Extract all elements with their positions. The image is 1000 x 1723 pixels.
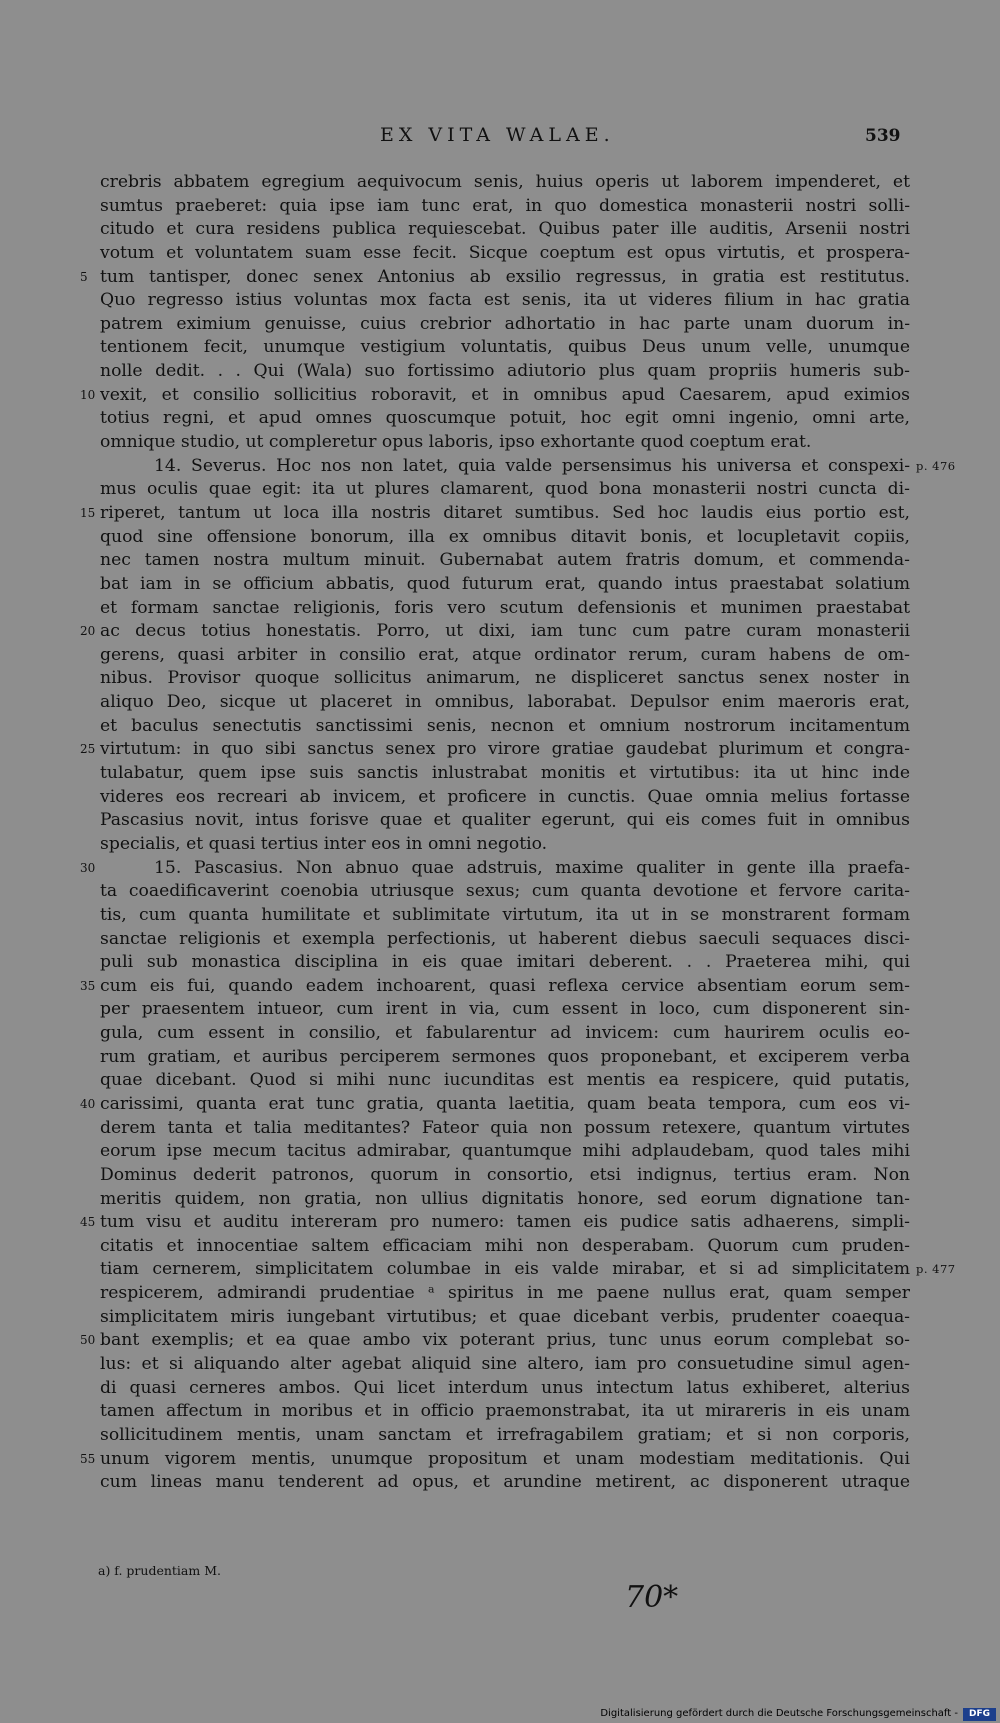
line-text: per praesentem intueor, cum irent in via, cum essent in loco, cum disponerent sin- [100,999,910,1020]
line-text: Quo regresso istius voluntas mox facta est senis, ita ut videres filium in hac gratia [100,290,910,311]
margin-note: p. 477 [916,1262,956,1277]
text-line [0,384,1000,408]
line-text: di quasi cerneres ambos. Qui licet interdum unus intectum latus exhiberet, alterius [100,1377,910,1398]
line-text: specialis, et quasi tertius inter eos in omni negotio. [100,833,548,854]
line-text: tentionem fecit, unumque vestigium voluntatis, quibus Deus unum velle, unumque [100,337,910,358]
text-line [0,549,1000,573]
line-text: bat iam in se officium abbatis, quod futurum erat, quando intus praestabat solatium [100,573,910,594]
footnote: a) f. prudentiam M. [98,1563,221,1578]
text-line [0,360,1000,384]
line-text: votum et voluntatem suam esse fecit. Sicque coeptum est opus virtutis, et prospera- [100,242,910,263]
line-text: crebris abbatem egregium aequivocum senis, huius operis ut laborem impenderet, et [100,172,910,192]
text-line [0,715,1000,739]
running-title: EX VITA WALAE. [380,124,615,146]
body-text [0,171,1000,1495]
line-text: ac decus totius honestatis. Porro, ut dixi, iam tunc cum patre curam monasterii [100,621,910,642]
line-text: lus: et si aliquando alter agebat aliquid sine altero, iam pro consuetudine simul agen- [100,1354,910,1375]
text-line [0,431,1000,455]
margin-note: p. 476 [916,458,956,473]
line-text: puli sub monastica disciplina in eis quae imitari deberent. . . Praeterea mihi, qui [100,952,910,973]
dfg-logo: DFG [963,1708,996,1721]
text-line [0,1022,1000,1046]
line-number: 30 [80,860,96,875]
text-line [0,195,1000,219]
text-line [0,242,1000,266]
text-line [0,1471,1000,1495]
text-line [0,573,1000,597]
line-text: nec tamen nostra multum minuit. Gubernabat autem fratris domum, et commenda- [100,550,910,571]
line-number: 50 [80,1333,96,1348]
line-text: 15. Pascasius. Non abnuo quae adstruis, maxime qualiter in gente illa praefa- [154,857,910,878]
text-line [0,1258,1000,1282]
text-line [0,171,1000,195]
line-text: sollicitudinem mentis, unam sanctam et irrefragabilem gratiam; et si non corporis, [100,1424,910,1445]
line-text: Pascasius novit, intus forisve quae et qualiter egerunt, qui eis comes fuit in omnibus [100,810,910,831]
line-number: 15 [80,505,96,520]
text-line [0,762,1000,786]
text-line [0,904,1000,928]
line-text: tum tantisper, donec senex Antonius ab exsilio regressus, in gratia est restitutus. [100,266,910,287]
text-line [0,1117,1000,1141]
text-line [0,1377,1000,1401]
line-text: omnique studio, ut compleretur opus laboris, ipso exhortante quod coeptum erat. [100,432,812,453]
line-text: tulabatur, quem ipse suis sanctis inlustrabat monitis et virtutibus: ita ut hinc inde [100,763,910,784]
line-text: videres eos recreari ab invicem, et proficere in cunctis. Quae omnia melius fortasse [100,786,910,807]
text-line [0,597,1000,621]
text-line [0,857,1000,881]
page-number: 539 [865,126,901,146]
line-text: simplicitatem miris iungebant virtutibus; et quae dicebant verbis, prudenter coaequa- [100,1306,910,1327]
line-text: gula, cum essent in consilio, et fabularentur ad invicem: cum haurirem oculis eo- [100,1023,910,1044]
text-line [0,809,1000,833]
text-line [0,1282,1000,1306]
text-line [0,1306,1000,1330]
line-text: citudo et cura residens publica requiescebat. Quibus pater ille auditis, Arsenii nostri [100,219,910,240]
text-line [0,738,1000,762]
line-text: cum lineas manu tenderent ad opus, et arundine metirent, ac disponerent utraque [100,1472,910,1493]
line-text: gerens, quasi arbiter in consilio erat, atque ordinator rerum, curam habens de om- [100,644,910,665]
line-text: nibus. Provisor quoque sollicitus animarum, ne displiceret sanctus senex noster in [100,668,910,689]
line-text: aliquo Deo, sicque ut placeret in omnibus, laborabat. Depulsor enim maeroris erat, [100,692,910,713]
line-number: 40 [80,1096,96,1111]
line-text: tamen affectum in moribus et in officio praemonstrabat, ita ut mirareris in eis unam [100,1401,910,1422]
line-number: 5 [80,269,88,284]
text-line [0,1188,1000,1212]
line-number: 20 [80,624,96,639]
text-line [0,1448,1000,1472]
line-text: cum eis fui, quando eadem inchoarent, quasi reflexa cervice absentiam eorum sem- [100,975,910,996]
text-line [0,691,1000,715]
text-line [0,833,1000,857]
footer-bar [0,1707,1000,1723]
text-line [0,407,1000,431]
line-text: mus oculis quae egit: ita ut plures clamarent, quod bona monasterii nostri cuncta di- [100,479,910,500]
text-line [0,526,1000,550]
text-line [0,1046,1000,1070]
text-line [0,455,1000,479]
line-text: derem tanta et talia meditantes? Fateor quia non possum retexere, quantum virtutes [100,1117,910,1138]
text-line [0,1164,1000,1188]
line-text: nolle dedit. . . Qui (Wala) suo fortissimo adiutorio plus quam propriis humeris sub- [100,361,910,382]
line-text: rum gratiam, et auribus perciperem sermones quos proponebant, et exciperem verba [100,1046,910,1067]
signature-mark: 70* [625,1580,679,1615]
text-line [0,951,1000,975]
text-line [0,1211,1000,1235]
line-text: eorum ipse mecum tacitus admirabar, quantumque mihi adplaudebam, quod tales mihi [100,1141,910,1162]
line-number: 35 [80,978,96,993]
line-text: patrem eximium genuisse, cuius crebrior adhortatio in hac parte unam duorum in- [100,313,910,334]
line-text: tum visu et auditu intereram pro numero: tamen eis pudice satis adhaerens, simpli- [100,1212,910,1233]
line-text: sumtus praeberet: quia ipse iam tunc erat, in quo domestica monasterii nostri solli- [100,195,910,216]
text-line [0,1140,1000,1164]
text-line [0,478,1000,502]
line-text: riperet, tantum ut loca illa nostris ditaret sumtibus. Sed hoc laudis eius portio est, [100,502,910,523]
line-text: bant exemplis; et ea quae ambo vix poterant prius, tunc unus eorum complebat so- [100,1330,910,1351]
line-text: citatis et innocentiae saltem efficaciam mihi non desperabam. Quorum cum pruden- [100,1235,910,1256]
text-line [0,289,1000,313]
line-text: carissimi, quanta erat tunc gratia, quanta laetitia, quam beata tempora, cum eos vi- [100,1093,910,1114]
line-text: et baculus senectutis sanctissimi senis, necnon et omnium nostrorum incitamentum [100,715,910,736]
text-line [0,1353,1000,1377]
text-line [0,786,1000,810]
line-text: sanctae religionis et exempla perfectionis, ut haberent diebus saeculi sequaces disci- [100,928,910,949]
line-text: quod sine offensione bonorum, illa ex omnibus ditavit bonis, et locupletavit copiis, [100,526,910,547]
text-line [0,313,1000,337]
line-number: 25 [80,742,96,757]
text-line [0,1424,1000,1448]
text-line [0,644,1000,668]
line-text: meritis quidem, non gratia, non ullius dignitatis honore, sed eorum dignatione tan- [100,1188,910,1209]
text-line [0,218,1000,242]
line-text: totius regni, et apud omnes quoscumque potuit, hoc egit omni ingenio, omni arte, [100,408,910,429]
line-text: unum vigorem mentis, unumque propositum et unam modestiam meditationis. Qui [100,1448,910,1469]
line-text: respicerem, admirandi prudentiae ᵃ spiritus in me paene nullus erat, quam semper [100,1283,910,1304]
line-text: vexit, et consilio sollicitius roboravit, et in omnibus apud Caesarem, apud eximios [100,384,910,405]
line-text: ta coaedificaverint coenobia utriusque sexus; cum quanta devotione et fervore carita- [100,881,910,902]
text-line [0,880,1000,904]
text-line [0,928,1000,952]
text-line [0,266,1000,290]
text-line [0,620,1000,644]
line-text: 14. Severus. Hoc nos non latet, quia valde persensimus his universa et conspexi- [154,455,910,476]
text-line [0,1069,1000,1093]
line-text: virtutum: in quo sibi sanctus senex pro virore gratiae gaudebat plurimum et congra- [100,739,910,760]
line-text: tis, cum quanta humilitate et sublimitate virtutum, ita ut in se monstrarent formam [100,904,910,925]
text-line [0,998,1000,1022]
text-line [0,975,1000,999]
text-line [0,1093,1000,1117]
line-number: 55 [80,1451,96,1466]
text-line [0,667,1000,691]
line-text: Dominus dederit patronos, quorum in consortio, etsi indignus, tertius eram. Non [100,1164,910,1185]
text-line [0,502,1000,526]
line-number: 10 [80,387,96,402]
text-line [0,1329,1000,1353]
line-text: quae dicebant. Quod si mihi nunc iucunditas est mentis ea respicere, quid putatis, [100,1070,910,1091]
text-line [0,1400,1000,1424]
line-number: 45 [80,1215,96,1230]
line-text: tiam cernerem, simplicitatem columbae in eis valde mirabar, et si ad simplicitatem [100,1259,910,1280]
text-line [0,1235,1000,1259]
page-header [0,124,1000,154]
line-text: et formam sanctae religionis, foris vero scutum defensionis et munimen praestabat [100,597,910,618]
text-line [0,336,1000,360]
footer-credit: Digitalisierung gefördert durch die Deutsche Forschungsgemeinschaft - [600,1708,958,1719]
